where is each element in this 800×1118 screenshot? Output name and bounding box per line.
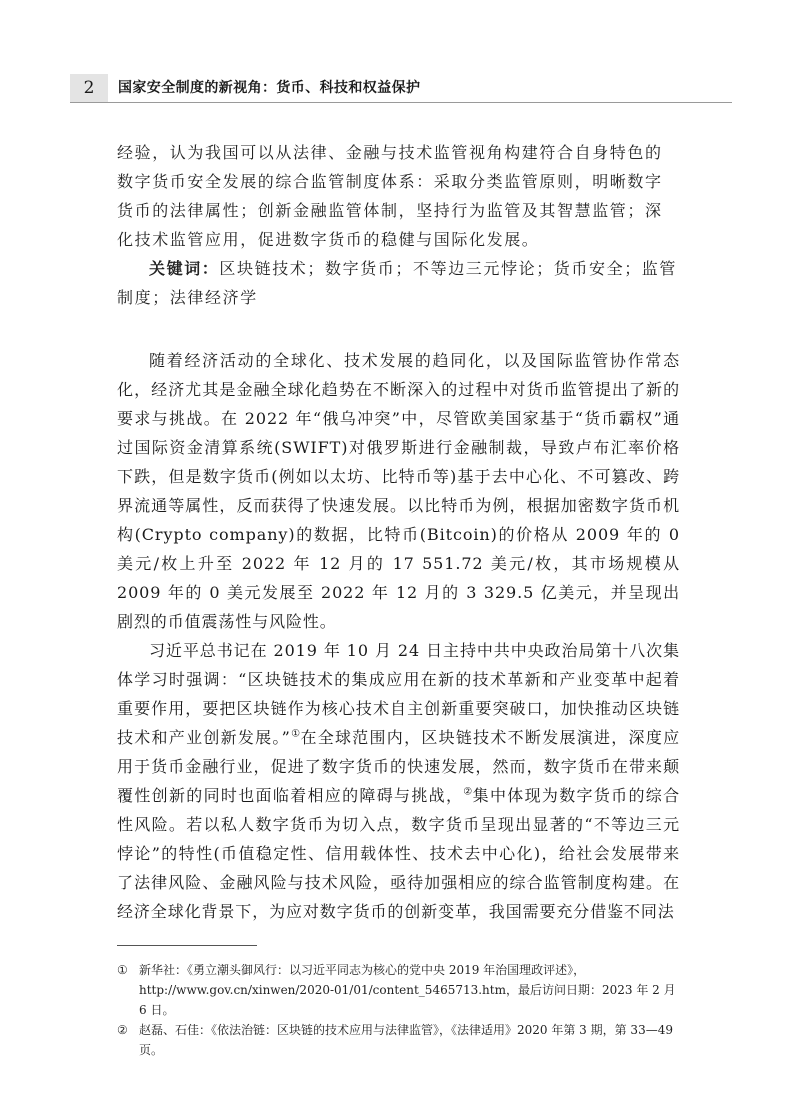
page-number: 2 [83,78,95,98]
footnote-ref-2[interactable]: ② [463,786,473,798]
footnotes-section [117,960,687,1060]
body-text [117,346,680,926]
running-title: 国家安全制度的新视角：货币、科技和权益保护 [118,80,421,96]
paragraph-2-part-1: 习近平总书记在 2019 年 10 月 24 日主持中共中央政治局第十八次集体学习时强调：“区块链技术的集成应用在新的技术革新和产业变革中起着重要作用，要把区块链作为核心技术自主创新重要突破口，加快推动区块链技术和产业创新发展。” [117,641,680,747]
keywords-label: 关键词： [149,259,220,278]
footnote-marker: ② [117,1023,128,1037]
body-paragraph-2 [117,636,680,926]
footnote-text: 赵磊、石佳：《依法治链：区块链的技术应用与法律监管》，《法律适用》2020 年第 3 期，第 33—49 页。 [139,1023,673,1057]
abstract-text: 经验，认为我国可以从法律、金融与技术监管视角构建符合自身特色的数字货币安全发展的综合监管制度体系：采取分类监管原则，明晰数字货币的法律属性；创新金融监管体制，坚持行为监管及其智慧监管；深化技术监管应用，促进数字货币的稳健与国际化发展。 [117,143,663,249]
keywords-line [117,254,680,312]
body-paragraph-1: 随着经济活动的全球化、技术发展的趋同化，以及国际监管协作常态化，经济尤其是金融全球化趋势在不断深入的过程中对货币监管提出了新的要求与挑战。在 2022 年“俄乌冲突”中，尽管欧美国家基于“货币霸权”通过国际资金清算系统(SWIFT)对俄罗斯进行金融制裁，导致卢布汇率价格下跌，但是数字货币(例如以太坊、比特币等)基于去中心化、不可篡改、跨界流通等属性，反而获得了快速发展。以比特币为例，根据加密数字货币机构(Crypto company)的数据，比特币(Bitcoin)的价格从 2009 年的 0 美元/枚上升至 2022 年 12 月的 17 551.72 美元/枚，其市场规模从 2009 年的 0 美元发展至 2022 年 12 月的 3 329.5 亿美元，并呈现出剧烈的币值震荡性与风险性。 [117,351,680,631]
header-rule [70,102,732,103]
paragraph-2-part-3: 集中体现为数字货币的综合性风险。若以私人数字货币为切入点，数字货币呈现出显著的“不等边三元悖论”的特性(币值稳定性、信用载体性、技术去中心化)，给社会发展带来了法律风险、金融风险与技术风险，亟待加强相应的综合监管制度构建。在经济全球化背景下，为应对数字货币的创新变革，我国需要充分借鉴不同法 [117,786,680,921]
footnote-text: 新华社：《勇立潮头御风行：以习近平同志为核心的党中央 2019 年治国理政评述》，http://www.gov.cn/xinwen/2020-01/01/content_5465713.htm，最后访问日期：2023 年 2 月 6 日。 [139,963,676,1017]
footnote-rule [117,945,257,946]
footnote-2 [117,1020,687,1060]
footnote-1 [117,960,687,1020]
keywords-text: 区块链技术；数字货币；不等边三元悖论；货币安全；监管制度；法律经济学 [117,259,678,307]
footnote-ref-1[interactable]: ① [290,728,301,740]
paragraph-2-part-2: 在全球范围内，区块链技术不断发展演进，深度应用于货币金融行业，促进了数字货币的快速发展，然而，数字货币在带来颠覆性创新的同时也面临着相应的障碍与挑战， [117,728,680,805]
page-number-box [70,74,108,102]
footnote-marker: ① [117,963,128,977]
running-header [70,74,732,102]
abstract-section [117,138,680,312]
